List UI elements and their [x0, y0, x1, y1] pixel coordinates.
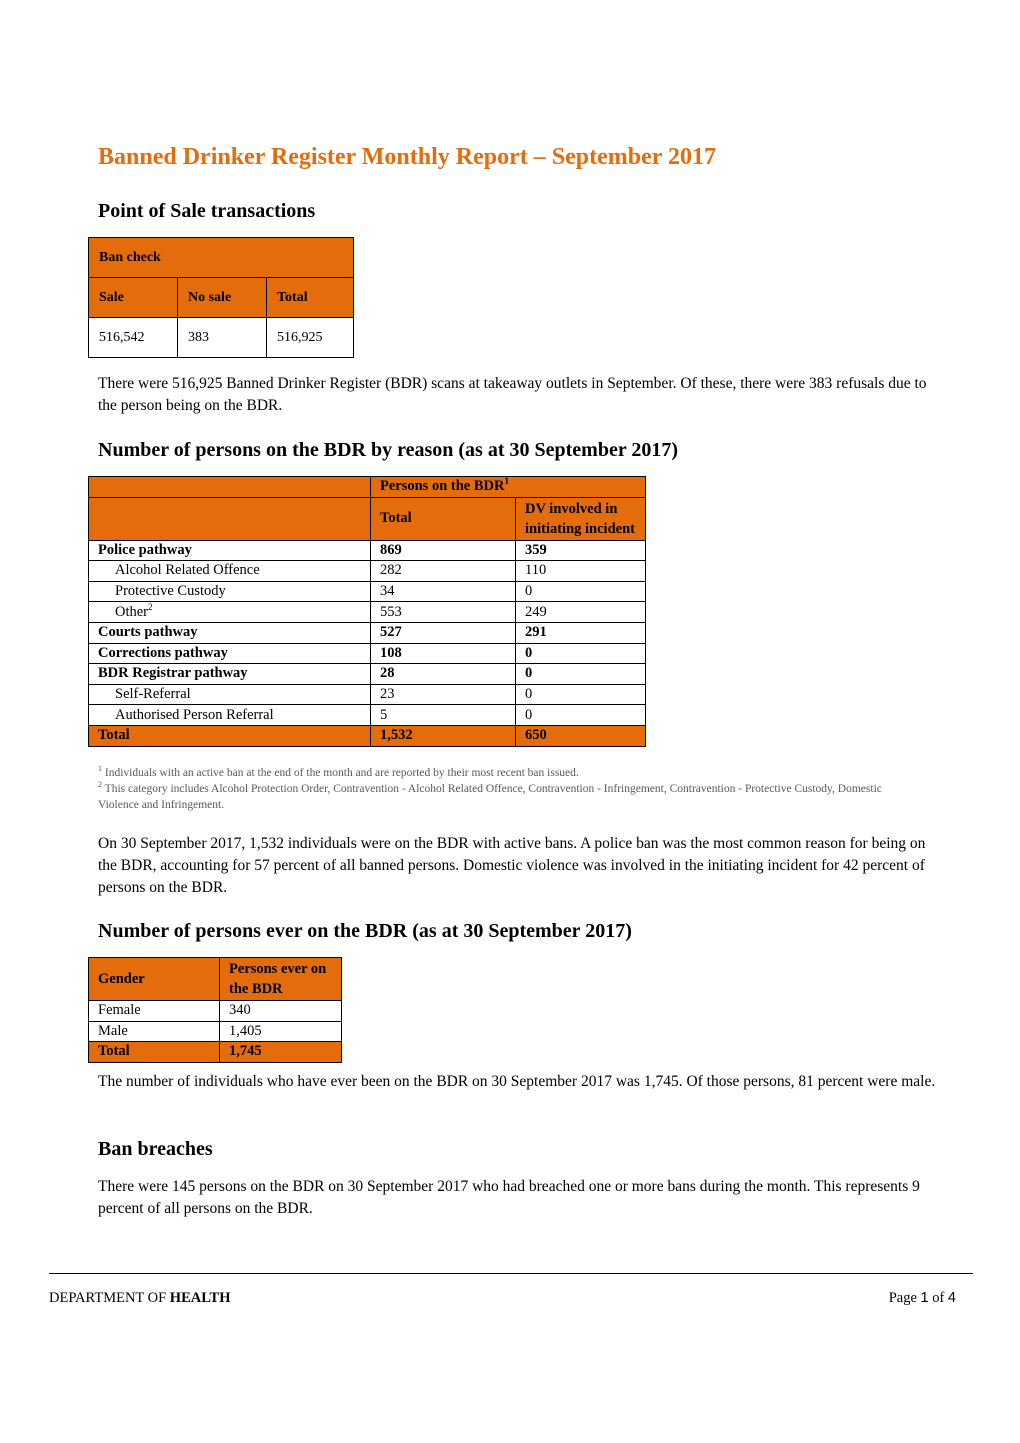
- reason-col-dv: DV involved in initiating incident: [516, 497, 646, 540]
- reason-col-total: Total: [371, 497, 516, 540]
- row-dv: 0: [516, 705, 646, 726]
- ever-heading: Number of persons ever on the BDR (as at 30 September 2017): [98, 920, 632, 942]
- footnote-1: [98, 765, 898, 781]
- gender-label: Female: [89, 1001, 220, 1022]
- footer-page-total: 4: [947, 1290, 956, 1306]
- row-dv: 359: [516, 540, 646, 561]
- row-label: [89, 540, 371, 561]
- reason-empty-cell: [89, 497, 371, 540]
- row-total: 23: [371, 684, 516, 705]
- reason-body: [89, 540, 646, 746]
- gender-header-row: [89, 958, 342, 1001]
- footnote-1-text: Individuals with an active ban at the end of the month and are reported by their most recent ban issued.: [104, 767, 579, 779]
- row-total: 28: [371, 664, 516, 685]
- footer-page-word: Page: [888, 1290, 917, 1306]
- row-total: 34: [371, 581, 516, 602]
- pos-table: [88, 237, 354, 358]
- row-dv: 110: [516, 561, 646, 582]
- row-label: [89, 561, 371, 582]
- pos-col-total: Total: [267, 278, 354, 318]
- gender-label: Male: [89, 1021, 220, 1042]
- row-label: [89, 622, 371, 643]
- row-total: 282: [371, 561, 516, 582]
- pos-group-header: Ban check: [89, 238, 354, 278]
- reason-column-row: [89, 497, 646, 540]
- gender-value: 1,405: [220, 1021, 342, 1042]
- footnote-2-number: 2: [98, 780, 102, 790]
- breaches-heading: Ban breaches: [98, 1138, 213, 1160]
- row-label-text: Protective Custody: [115, 583, 226, 600]
- reason-table: [88, 476, 646, 747]
- row-total: 5: [371, 705, 516, 726]
- footnote-ref-2: 2: [148, 601, 153, 612]
- table-row: [89, 643, 646, 664]
- footer-page-number: [889, 1290, 956, 1307]
- pos-nosale-value: 383: [178, 318, 267, 358]
- row-dv: 249: [516, 602, 646, 623]
- row-label-text: Self-Referral: [115, 686, 191, 703]
- footer-department: [49, 1290, 231, 1307]
- gender-table: [88, 957, 342, 1063]
- pos-paragraph: There were 516,925 Banned Drinker Register (BDR) scans at takeaway outlets in September. Of these, there were 383 refusals due to the person being on the BDR.: [98, 375, 927, 414]
- gender-value: 1,745: [220, 1042, 342, 1063]
- table-row: [89, 725, 646, 746]
- reason-group-label: Persons on the BDR: [380, 478, 505, 495]
- row-label-text: BDR Registrar pathway: [98, 665, 248, 682]
- pos-col-sale: Sale: [89, 278, 178, 318]
- row-label: [89, 725, 371, 746]
- row-label: [89, 684, 371, 705]
- row-label: [89, 581, 371, 602]
- gender-col-header: Gender: [89, 958, 220, 1001]
- row-dv: 291: [516, 622, 646, 643]
- row-dv: 0: [516, 643, 646, 664]
- footer-of-word: of: [932, 1290, 945, 1306]
- row-total: 553: [371, 602, 516, 623]
- footer-dept-prefix: DEPARTMENT OF: [49, 1290, 167, 1306]
- table-row: [89, 705, 646, 726]
- row-label: [89, 643, 371, 664]
- row-label-text: Other: [115, 603, 149, 620]
- pos-value-row: [89, 318, 354, 358]
- footer-page-current: 1: [920, 1290, 929, 1306]
- row-total: 527: [371, 622, 516, 643]
- table-row: [89, 684, 646, 705]
- table-row: [89, 622, 646, 643]
- row-total: 1,532: [371, 725, 516, 746]
- table-row: [89, 581, 646, 602]
- footer-divider: [49, 1273, 973, 1274]
- pos-group-row: [89, 238, 354, 278]
- row-label: [89, 602, 371, 623]
- table-row: [89, 664, 646, 685]
- pos-column-row: [89, 278, 354, 318]
- pos-total-value: 516,925: [267, 318, 354, 358]
- row-label-text: Police pathway: [98, 541, 192, 558]
- table-row: [89, 561, 646, 582]
- row-label-text: Corrections pathway: [98, 644, 228, 661]
- row-total: 869: [371, 540, 516, 561]
- ever-count-col-header: Persons ever on the BDR: [220, 958, 342, 1001]
- pos-col-nosale: No sale: [178, 278, 267, 318]
- footnote-2-text: This category includes Alcohol Protection Order, Contravention - Alcohol Related Offence, Contravention - Infringement, Contravention - Protective Custody, Domestic Violence and Infringement.: [98, 783, 882, 811]
- footnote-1-number: 1: [98, 764, 102, 774]
- gender-label: Total: [89, 1042, 220, 1063]
- page-title: Banned Drinker Register Monthly Report – September 2017: [98, 144, 716, 170]
- table-row: [89, 1042, 342, 1063]
- row-label-text: Authorised Person Referral: [115, 706, 274, 723]
- row-dv: 650: [516, 725, 646, 746]
- reason-heading: Number of persons on the BDR by reason (as at 30 September 2017): [98, 439, 678, 461]
- row-label: [89, 705, 371, 726]
- row-total: 108: [371, 643, 516, 664]
- table-row: [89, 540, 646, 561]
- row-dv: 0: [516, 664, 646, 685]
- row-label-text: Total: [98, 727, 130, 744]
- pos-heading: Point of Sale transactions: [98, 200, 316, 222]
- breaches-paragraph: There were 145 persons on the BDR on 30 September 2017 who had breached one or more bans during the month. This represents 9 percent of all persons on the BDR.: [98, 1178, 920, 1217]
- gender-body: [89, 1001, 342, 1063]
- row-dv: 0: [516, 684, 646, 705]
- row-label: [89, 664, 371, 685]
- row-label-text: Alcohol Related Offence: [115, 562, 260, 579]
- footnote-ref-1: 1: [504, 476, 509, 487]
- pos-sale-value: 516,542: [89, 318, 178, 358]
- reason-empty-cell: [89, 477, 371, 498]
- gender-value: 340: [220, 1001, 342, 1022]
- reason-footnotes: [98, 765, 898, 813]
- table-row: [89, 602, 646, 623]
- row-dv: 0: [516, 581, 646, 602]
- ever-paragraph: The number of individuals who have ever been on the BDR on 30 September 2017 was 1,745. Of those persons, 81 percent were male.: [98, 1073, 936, 1090]
- row-label-text: Courts pathway: [98, 624, 198, 641]
- reason-group-row: [89, 477, 646, 498]
- table-row: [89, 1021, 342, 1042]
- reason-paragraph: On 30 September 2017, 1,532 individuals were on the BDR with active bans. A police ban was the most common reason for being on the BDR, accounting for 57 percent of all banned persons. Domestic violence was involved in the initiating incident for 42 percent of persons on the BDR.: [98, 835, 926, 896]
- table-row: [89, 1001, 342, 1022]
- footnote-2: [98, 781, 898, 813]
- reason-group-header: [371, 477, 646, 498]
- footer-dept-name: HEALTH: [169, 1290, 231, 1306]
